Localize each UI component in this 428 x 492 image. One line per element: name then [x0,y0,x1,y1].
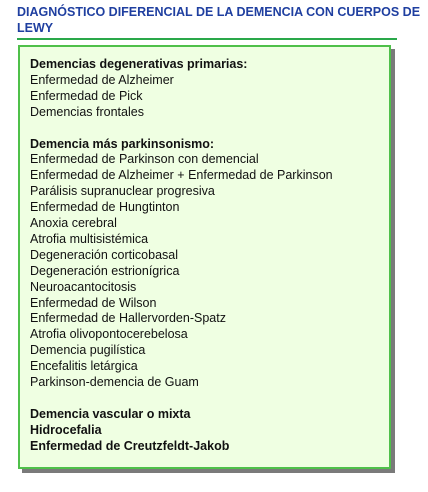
list-item: Enfermedad de Alzheimer + Enfermedad de Parkinson [30,168,333,183]
list-item: Neuroacantocitosis [30,279,137,294]
section-heading: Demencias degenerativas primarias: [30,57,248,71]
list-item: Demencia pugilística [30,343,146,358]
list-item: Demencias frontales [30,104,144,119]
list-item: Enfermedad de Pick [30,88,143,103]
list-item: Anoxia cerebral [30,216,117,231]
bold-item: Demencia vascular o mixta [30,406,191,421]
bold-item: Enfermedad de Creutzfeldt-Jakob [30,438,230,453]
section-heading: Demencia más parkinsonismo: [30,136,215,151]
list-item: Degeneración estrionígrica [30,263,180,278]
list-item: Parkinson-demencia de Guam [30,375,199,390]
list-item: Enfermedad de Hallervorden-Spatz [30,311,226,326]
spacer [30,121,383,137]
list-item: Atrofia multisistémica [30,231,149,246]
list-item: Atrofia olivopontocerebelosa [30,327,188,342]
page-title: DIAGNÓSTICO DIFERENCIAL DE LA DEMENCIA CON CUERPOS DE LEWY [17,5,421,35]
diagnosis-list [30,57,383,455]
spacer [30,391,383,407]
list-item: Enfermedad de Hungtinton [30,200,180,215]
diagnosis-panel [18,45,391,469]
list-item: Encefalitis letárgica [30,359,138,374]
bold-item: Hidrocefalia [30,422,102,437]
list-item: Enfermedad de Parkinson con demencial [30,152,259,167]
list-item: Enfermedad de Wilson [30,295,157,310]
title-underline [17,38,397,40]
list-item: Parálisis supranuclear progresiva [30,184,215,199]
list-item: Enfermedad de Alzheimer [30,72,174,87]
list-item: Degeneración corticobasal [30,247,179,262]
